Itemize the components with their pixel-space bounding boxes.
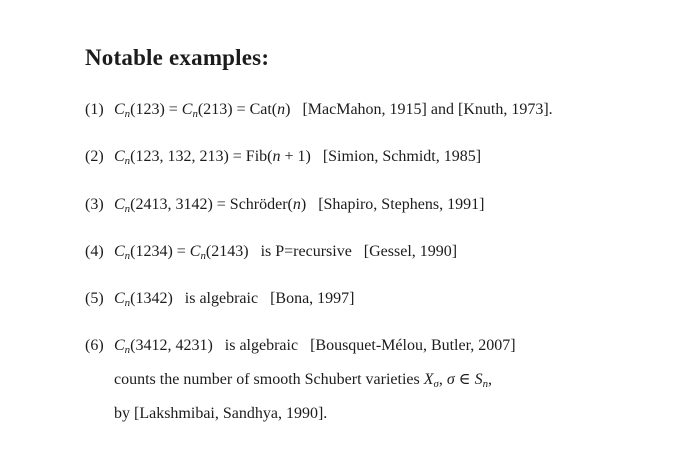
example-item xyxy=(85,190,660,224)
math-text: (1234) = xyxy=(130,242,190,260)
slide-title: Notable examples: xyxy=(85,45,270,70)
citation: [Simion, Schmidt, 1985] xyxy=(322,148,482,166)
item-line xyxy=(114,399,660,429)
math-text: (213) = Cat( xyxy=(197,101,278,119)
citation: [Bousquet-Mélou, Butler, 2007] xyxy=(310,336,516,354)
item-line xyxy=(114,95,660,129)
item-line xyxy=(114,331,660,365)
math-text: (123) = xyxy=(130,101,182,119)
math-text: , xyxy=(488,370,493,388)
math-variable: n xyxy=(292,195,301,213)
annotation-text: is P=recursive xyxy=(260,242,352,260)
math-text: (2413, 3142) = Schröder( xyxy=(130,195,293,213)
annotation-text: is algebraic xyxy=(224,336,299,354)
math-text: ) xyxy=(300,195,307,213)
math-subscript: n xyxy=(200,249,206,262)
item-body xyxy=(114,331,660,429)
math-variable: C xyxy=(189,242,201,260)
math-subscript: n xyxy=(482,377,489,390)
math-variable: C xyxy=(114,101,125,119)
math-variable: σ xyxy=(446,370,455,388)
item-line xyxy=(114,190,660,224)
math-variable: C xyxy=(114,242,125,260)
annotation-text: is algebraic xyxy=(184,289,259,307)
math-text: (1342) xyxy=(130,289,173,307)
example-item xyxy=(85,142,660,176)
item-body xyxy=(114,95,660,129)
item-body xyxy=(114,142,660,176)
math-subscript: σ xyxy=(433,377,439,390)
item-number: (6) xyxy=(85,336,104,354)
example-item xyxy=(85,95,660,129)
math-text: by [Lakshmibai, Sandhya, 1990]. xyxy=(114,404,328,422)
item-number: (3) xyxy=(85,195,104,213)
citation: [Bona, 1997] xyxy=(270,289,355,307)
math-variable: C xyxy=(114,336,125,354)
item-line xyxy=(114,365,660,399)
math-variable: C xyxy=(114,195,125,213)
math-subscript: n xyxy=(124,296,131,309)
item-number: (2) xyxy=(85,148,104,166)
math-subscript: n xyxy=(124,343,131,356)
item-body xyxy=(114,190,660,224)
example-item xyxy=(85,237,660,271)
item-body xyxy=(114,237,660,271)
item-line xyxy=(114,284,660,318)
math-variable: S xyxy=(474,370,483,388)
math-text: , xyxy=(438,370,447,388)
example-item xyxy=(85,331,660,429)
examples-list xyxy=(85,95,660,428)
citation: [Gessel, 1990] xyxy=(363,242,458,260)
math-subscript: n xyxy=(124,249,131,262)
item-number: (5) xyxy=(85,289,104,307)
math-variable: C xyxy=(181,101,193,119)
math-variable: C xyxy=(114,289,125,307)
math-text: counts the number of smooth Schubert varieties xyxy=(114,370,424,388)
math-variable: n xyxy=(277,101,286,119)
item-body xyxy=(114,284,660,318)
math-text: + 1) xyxy=(280,148,311,166)
item-line xyxy=(114,142,660,176)
citation: [Shapiro, Stephens, 1991] xyxy=(318,195,485,213)
math-subscript: n xyxy=(124,108,131,121)
item-number: (4) xyxy=(85,242,104,260)
math-variable: X xyxy=(423,370,434,388)
math-text: (3412, 4231) xyxy=(130,336,213,354)
math-subscript: n xyxy=(124,202,131,215)
item-line xyxy=(114,237,660,271)
math-subscript: n xyxy=(124,155,131,168)
math-text: (2143) xyxy=(205,242,249,260)
math-text: ∈ xyxy=(454,370,475,388)
item-number: (1) xyxy=(85,101,104,119)
math-subscript: n xyxy=(192,108,198,121)
math-text: (123, 132, 213) = Fib( xyxy=(130,148,273,166)
example-item xyxy=(85,284,660,318)
citation: [MacMahon, 1915] and [Knuth, 1973]. xyxy=(302,101,553,119)
math-variable: n xyxy=(272,148,281,166)
math-text: ) xyxy=(285,101,291,119)
math-variable: C xyxy=(114,148,125,166)
